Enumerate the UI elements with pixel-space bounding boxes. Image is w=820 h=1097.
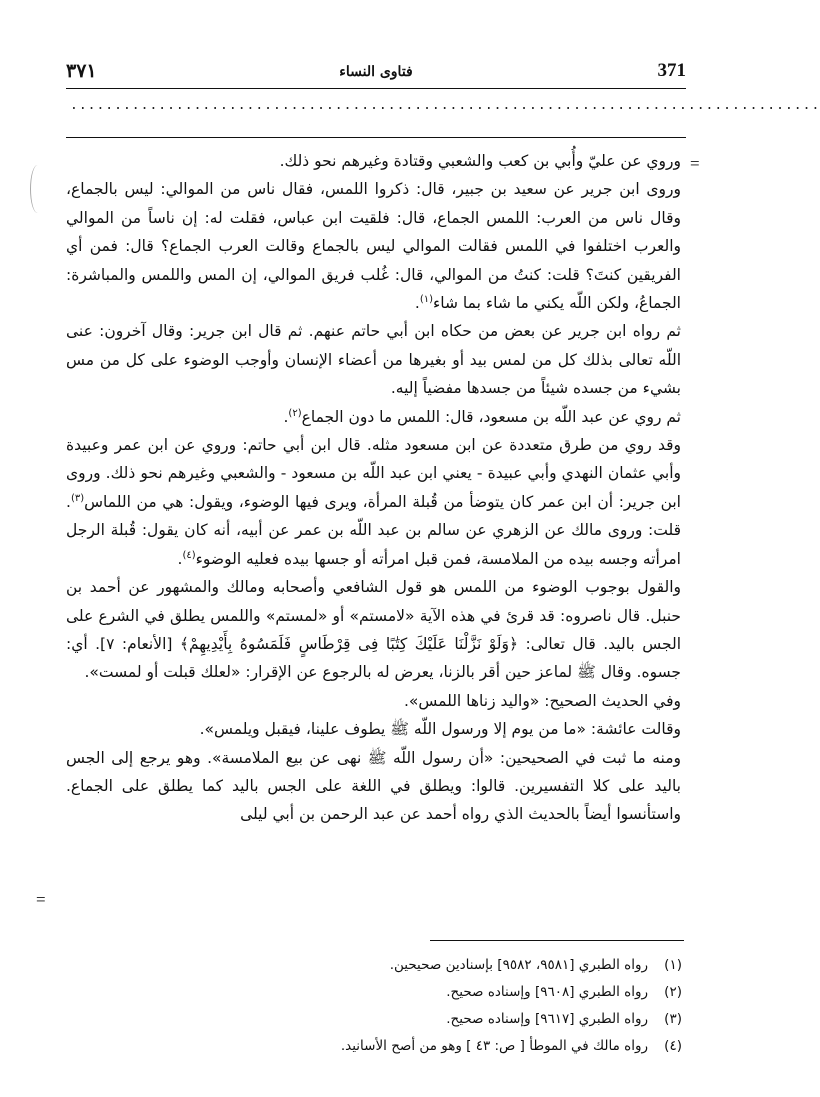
footnote-1 [250,952,682,979]
continuation-mark-bottom: = [36,890,46,909]
footnote-text: رواه مالك في الموطأ [ ص: ٤٣ ] وهو من أصح الأسانيد. [340,1038,648,1054]
running-title: فتاوى النساء [339,64,413,80]
separator-rule [66,137,686,138]
footnote-rule [430,940,684,941]
footnote-number: (١) [664,957,682,973]
dotted-separator: ..................................................................................... [70,98,820,113]
paragraph-2: وروى ابن جرير عن سعيد بن جبير، قال: ذكروا اللمس، فقال ناس من الموالي: ليس بالجماع، وقال ناس من العرب: اللمس الجماع، قال: فلقيت ابن عباس، فقلت له: إن ناساً من الموالي والعرب اختلفوا في اللمس فقالت الموالي ليس بالجماع وقالت العرب الجماع؟ قال: فمن أي الفريقين كنتَ؟ قلت: كنتُ من الموالي، قال: غُلب فريق الموالي، إن المس واللمس والمباشرة: الجماعُ، ولكن اللّه يكني ما شاء بما شاء$^{(١)}$. [66,180,681,313]
footnote-text: رواه الطبري [٩٦٠٨] وإسناده صحيح. [446,984,648,1000]
margin-bracket-mark [30,165,45,213]
page-number-latin: 371 [657,60,686,81]
paragraph-2-text: وروى ابن جرير عن سعيد بن جبير، قال: ذكروا اللمس، فقال ناس من الموالي: ليس بالجماع، وقال ناس من العرب: اللمس الجماع، قال: فلقيت ابن عباس، فقلت له: إن ناساً من الموالي والعرب اختلفوا في اللمس فقالت الموالي ليس بالجماع وقالت العرب الجماع؟ قال: فمن أي الفريقين كنتَ؟ قلت: كنتُ من الموالي، قال: غُلب فريق الموالي، إن المس واللمس والمباشرة: الجماعُ، ولكن اللّه يكني ما شاء بما شاء [66,180,681,313]
paragraph-9: ومنه ما ثبت في الصحيحين: «أن رسول اللّه ﷺ نهى عن بيع الملامسة». وهو يرجع إلى الجس باليد على كلا التفسيرين. قالوا: ويطلق في اللغة على الجس باليد كما يطلق على الجماع. واستأنسوا أيضاً بالحديث الذي رواه أحمد عن عبد الرحمن بن أبي ليلى [66,748,681,824]
main-text [66,147,681,829]
footnote-text: رواه الطبري [٩٥٨١، ٩٥٨٢] بإسنادين صحيحين. [389,957,648,973]
footnote-number: (٤) [664,1038,682,1054]
footnote-3 [250,1006,682,1033]
footnote-number: (٣) [664,1011,682,1027]
paragraph-4-text: ثم روي عن عبد اللّه بن مسعود، قال: اللمس ما دون الجماع [301,407,681,426]
continuation-mark-top: = [690,154,700,173]
footnote-ref-1[interactable]: (١) [419,293,433,305]
footnote-2 [250,979,682,1006]
page-header [66,56,686,86]
footnote-ref-4[interactable]: (٤) [182,549,196,561]
page-number-arabic: ٣٧١ [66,60,97,82]
header-rule [66,88,686,89]
paragraph-5: وقد روي من طرق متعددة عن ابن مسعود مثله. قال ابن أبي حاتم: وروي عن ابن عمر وعبيدة وأبي عثمان النهدي وأبي عبيدة - يعني ابن عبد اللّه بن مسعود - والشعبي وغيرهم نحو ذلك. وروى ابن جرير: أن ابن عمر كان يتوضأ من قُبلة المرأة، ويرى فيها الوضوء، ويقول: هي من اللماس$^{(٣)}$. قلت: وروى مالك عن الزهري عن سالم بن عبد اللّه بن عمر عن أبيه، أنه كان يقول: قُبلة الرجل امرأته وجسه بيده من الملامسة، فمن قبل امرأته أو جسها بيده فعليه الوضوء$^{(٤)}$. [66,436,681,568]
footnote-text: رواه الطبري [٩٦١٧] وإسناده صحيح. [446,1011,648,1027]
paragraph-5-cont: . قلت: وروى مالك عن الزهري عن سالم بن عبد اللّه بن عمر عن أبيه، أنه كان يقول: قُبلة الرجل امرأته وجسه بيده من الملامسة، فمن قبل امرأته أو جسها بيده فعليه الوضوء [66,492,681,568]
paragraph-7: وفي الحديث الصحيح: «واليد زناها اللمس». [403,691,681,710]
paragraph-6: والقول بوجوب الوضوء من اللمس هو قول الشافعي وأصحابه ومالك والمشهور عن أحمد بن حنبل. قال ناصروه: قد قرئ في هذه الآية «لامستم» أو «لمستم» واللمس يطلق في الشرع على الجس باليد. قال تعالى: ﴿وَلَوْ نَزَّلْنَا عَلَيْكَ كِتَٰبًا فِى قِرْطَاسٍ فَلَمَسُوهُ بِأَيْدِيهِمْ﴾ [الأنعام: ٧]. أي: جسوه. وقال ﷺ لماعز حين أقر بالزنا، يعرض له بالرجوع عن الإقرار: «لعلك قبلت أو لمست». [66,578,682,682]
paragraph-3: ثم رواه ابن جرير عن بعض من حكاه ابن أبي حاتم عنهم. ثم قال ابن جرير: وقال آخرون: عنى اللّه تعالى بذلك كل من لمس بيد أو بغيرها من أعضاء الإنسان وأوجب الوضوء على كل من مس بشيء من جسده شيئاً من جسدها مفضياً إليه. [66,322,681,398]
paragraph-1: وروي عن عليّ وأُبي بن كعب والشعبي وقتادة وغيرهم نحو ذلك. [279,152,681,170]
paragraph-5-text: وقد روي من طرق متعددة عن ابن مسعود مثله. قال ابن أبي حاتم: وروي عن ابن عمر وعبيدة وأبي عثمان النهدي وأبي عبيدة - يعني ابن عبد اللّه بن مسعود - والشعبي وغيرهم نحو ذلك. وروى ابن جرير: أن ابن عمر كان يتوضأ من قُبلة المرأة، ويرى فيها الوضوء، ويقول: هي من اللماس [66,436,681,511]
footnote-number: (٢) [664,984,682,1000]
paragraph-8: وقالت عائشة: «ما من يوم إلا ورسول اللّه ﷺ يطوف علينا، فيقبل ويلمس». [199,720,681,739]
footnotes [250,952,682,1060]
footnote-4 [250,1033,682,1060]
footnote-ref-3[interactable]: (٣) [70,492,85,504]
footnote-ref-2[interactable]: (٢) [288,407,302,419]
paragraph-4: ثم روي عن عبد اللّه بن مسعود، قال: اللمس ما دون الجماع$^{(٢)}$. [283,407,681,426]
